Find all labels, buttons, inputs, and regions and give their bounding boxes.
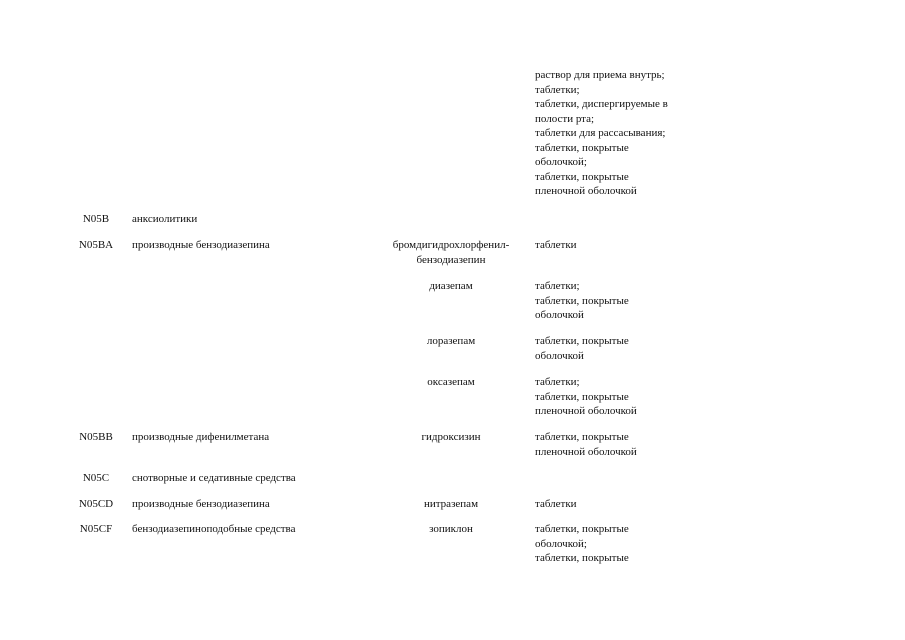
dosage-form-line: таблетки, покрытые: [535, 294, 629, 307]
dosage-forms: [535, 238, 710, 253]
dosage-form-line: пленочной оболочкой: [535, 185, 637, 197]
dosage-forms: [535, 334, 710, 363]
dosage-form-line: таблетки, покрытые: [535, 552, 629, 564]
atc-code: N05CF: [79, 523, 113, 535]
dosage-forms: [535, 430, 710, 459]
dosage-form-line: таблетки: [535, 498, 577, 510]
dosage-form-line: оболочкой: [535, 349, 584, 362]
dosage-form-line: таблетки, покрытые: [535, 523, 629, 535]
drug-name: [372, 334, 530, 349]
atc-group-name: бензодиазепиноподобные средства: [132, 523, 296, 535]
atc-group-name: анксиолитики: [132, 213, 198, 225]
dosage-forms: [535, 68, 710, 199]
drug-name-line: лоразепам: [426, 335, 476, 347]
dosage-form-line: таблетки, покрытые: [535, 335, 629, 347]
dosage-form-line: таблетки, покрытые: [535, 141, 629, 154]
atc-group-name: производные дифенилметана: [132, 431, 270, 443]
dosage-form-line: пленочной оболочкой: [535, 445, 637, 458]
drug-name-line: диазепам: [429, 280, 473, 292]
dosage-form-line: таблетки, покрытые: [535, 170, 629, 183]
atc-code: N05BB: [79, 431, 113, 443]
dosage-forms: [535, 497, 710, 512]
dosage-form-line: таблетки, покрытые: [535, 431, 629, 443]
dosage-form-line: таблетки;: [535, 376, 580, 388]
drug-name-line: бензодиазепин: [416, 253, 486, 266]
drug-name: [372, 522, 530, 537]
atc-group-name: снотворные и седативные средства: [132, 472, 296, 484]
dosage-forms: [535, 522, 710, 566]
dosage-forms: [535, 375, 710, 419]
drug-name-line: бромдигидрохлорфенил-: [392, 239, 510, 251]
drug-name: [372, 279, 530, 294]
dosage-form-line: таблетки;: [535, 280, 580, 292]
drug-name: [372, 497, 530, 512]
drug-name: [372, 375, 530, 390]
dosage-form-line: таблетки для рассасывания;: [535, 127, 666, 139]
dosage-form-line: оболочкой;: [535, 537, 587, 550]
dosage-form-line: пленочной оболочкой: [535, 405, 637, 417]
drug-name-line: гидроксизин: [421, 431, 481, 443]
dosage-form-line: оболочкой;: [535, 156, 587, 168]
drug-name: [372, 238, 530, 267]
dosage-form-line: таблетки, диспергируемые в: [535, 98, 668, 110]
drug-name: [372, 430, 530, 445]
dosage-form-line: таблетки: [535, 239, 577, 251]
drug-name-line: зопиклон: [429, 523, 473, 535]
dosage-form-line: оболочкой: [535, 309, 584, 321]
drug-name-line: оксазепам: [427, 376, 475, 388]
dosage-forms: [535, 279, 710, 323]
atc-group-name: производные бензодиазепина: [132, 498, 270, 510]
atc-code: N05B: [82, 213, 110, 225]
drug-name-line: нитразепам: [423, 498, 479, 510]
atc-code: N05BA: [78, 239, 114, 251]
dosage-form-line: раствор для приема внутрь;: [535, 69, 665, 81]
dosage-form-line: таблетки;: [535, 83, 580, 96]
atc-code: N05C: [82, 472, 110, 484]
atc-code: N05CD: [78, 498, 114, 510]
atc-group-name: производные бензодиазепина: [132, 239, 270, 251]
dosage-form-line: таблетки, покрытые: [535, 390, 629, 403]
dosage-form-line: полости рта;: [535, 112, 595, 125]
